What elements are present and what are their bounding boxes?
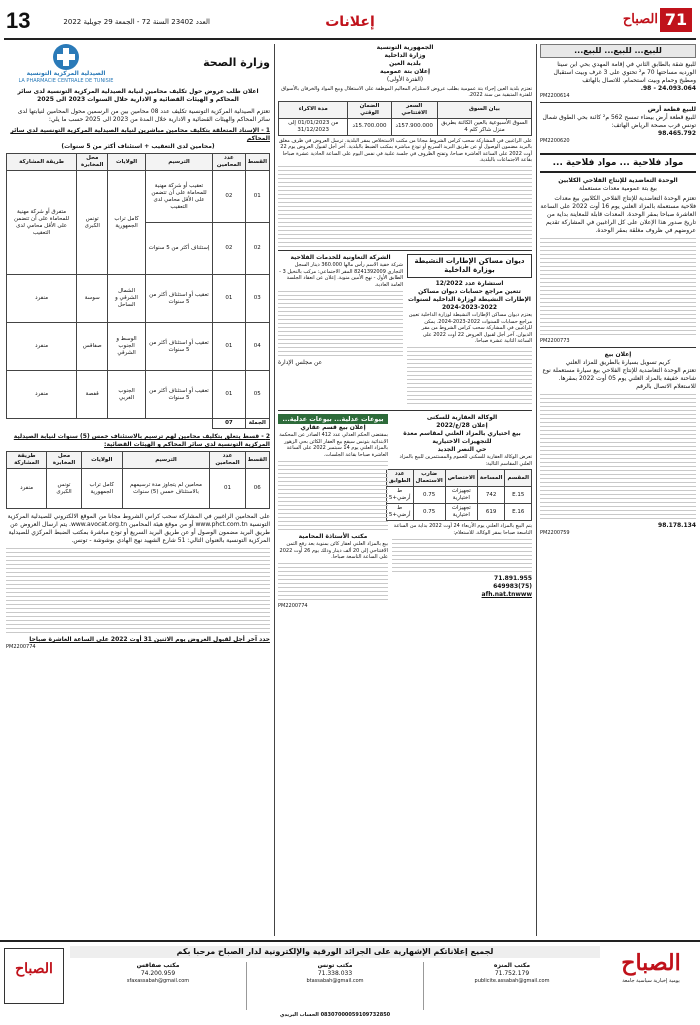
mun-td: 157.900.000د: [391, 118, 437, 135]
left-column: [6, 44, 270, 936]
pct-section-2: 2 - قسط يتعلق بتكليف محامين لهم ترسيم بالاستئناف خمس (5) سنوات لنيابة الصيدلية المركزية التونسية لدى سائر المحاكم و الهيئات القضائية:: [13, 433, 270, 449]
sale-banner: للبيع... للبيع... للبيع...: [540, 44, 696, 58]
masthead-rule: [4, 38, 696, 40]
pct-th: محل المخابرة: [77, 154, 108, 171]
agency-site-link[interactable]: afh.nat.tnwww: [481, 591, 532, 599]
office-sfax-email[interactable]: sfaxassabah@gmail.com: [126, 978, 190, 984]
ad-car-title: إعلان بيع: [604, 351, 632, 359]
agency-td: 0.75: [413, 504, 445, 521]
mun-header-1: الجمهورية التونسية: [376, 44, 434, 51]
agency-sub: بيع اختياري بالمزاد العلني لمقاسم معدة للتجهيزات الاختيارية: [403, 430, 521, 446]
pct-td: تعقيب أو استئناف أكثر من 5 سنوات: [145, 275, 212, 323]
mun-body: على الراغبين في المشاركة سحب كراس الشروط مجانا من مكتب الاستخلاص بمقر البلدية. ترسل العروض في ظرف مغلق بالبريد مضمون الوصول أو عن طريق البريد السريع أو تودع مباشرة بمكتب الضبط بالبلدية. آخر أجل لقبول العروض يوم 22 أوت 2022 على الساعة العاشرة صباحا، وتفتح الظروف في جلسة علنية في نفس اليوم على الساعة الحادية عشرة صباحا بقاعة الاجتماعات بالبلدية.: [278, 137, 532, 164]
pct-name-ar: الصيدلية المركزية التونسية: [26, 70, 106, 77]
legal-code: PM2200774: [278, 603, 308, 610]
pct-call-title: اعلان طلب عروض حول تكليف محامين لنيابة الصيدلية المركزية التونسية لدى سائر المحاكم و الهيئات القضائية و الادارية خلال السنوات 2023 الى 2025: [17, 88, 259, 104]
office-menzah-email[interactable]: publicite.assabah@gmail.com: [474, 978, 550, 984]
pct-th: محل المخابرة: [47, 452, 82, 469]
pct-td: متفرق أو شركة مهنية للمحاماة على أن تتضمن على الأقل محامي لدى التعقيب: [7, 171, 77, 275]
divider-right: [536, 44, 537, 936]
pct-table-2: [6, 451, 270, 509]
pct-td: 01: [213, 323, 245, 371]
agency-td: 619: [477, 504, 505, 521]
mun-intro: تعتزم بلدية العين إجراء بتة عمومية بطلب عروض لاستلزام المعاليم الموظفة على الاستغلال وبيع المواد والخرفان بالأسواق للفترة المتبقية من سنة 2022.: [281, 86, 532, 99]
pct-td: 06: [245, 469, 269, 509]
masthead: [0, 0, 700, 40]
ad-car-text: تعتزم الوحدة التعاضدية للإنتاج الفلاحي بيع سيارة مستعملة نوع شاحنة خفيفة بالمزاد العلني يوم 05 أوت 2022 بمقرها. للاستعلام الاتصال بالرقم: [542, 367, 696, 391]
pct-th: الولايات: [81, 452, 122, 469]
legal-body-1: بمقتضى الحكم العدلي عدد 412 الصادر عن المحكمة الابتدائية بتونس سيقع بيع العقار الكائن بحي الزهور بالمزاد العلني يوم 14 سبتمبر 2022 على الساعة العاشرة صباحا بقاعة الجلسات.: [279, 432, 388, 458]
footer-headline: لجميع إعلاناتكم الإشهارية على الجرائد الورقية والإلكترونية لدار الصباح مرحبا بكم: [70, 946, 600, 958]
pct-td: الوسط و الجنوب الشرقي: [108, 323, 145, 371]
ministry-title: وزارة الصحة: [203, 56, 270, 69]
pct-deadline: حدد آخر أجل لقبول العروض يوم الاثنين 31 أوت 2022 على الساعة العاشرة صباحا: [29, 636, 270, 644]
office-menzah: [423, 962, 600, 1010]
office-body: يعتزم ديوان مساكن الإطارات النشيطة لوزارة الداخلية تعيين مراجع حسابات للسنوات 2022-2023-2024. يمكن للراغبين في المشاركة سحب كراس الشروط من مقر الديوان. آخر أجل لقبول العروض 22 أوت 2022 على الساعة الثانية عشرة صباحا.: [408, 312, 532, 345]
agency-th: المساحة: [477, 470, 505, 487]
legal-title-2: مكتب الأستاذة المحامية: [298, 533, 368, 541]
pct-intro: تعتزم الصيدلية المركزية التونسية تكليف عدد 08 محامين بين من الرسمين محول المحامين لنيابتها لدى سائر المحاكم والهيئات القضائية و الادارية خلال المدة من 2023 الى 2025 حسب ما يلي:: [17, 108, 270, 124]
pct-td: منفرد: [7, 371, 77, 419]
right-column: [540, 44, 696, 936]
agency-place: حي النصر الجديد: [437, 446, 487, 454]
pct-td: تونس الكبرى: [47, 469, 82, 509]
office-tunis: [246, 962, 423, 1010]
mun-td: من 01/01/2023 إلى 31/12/2023: [279, 118, 348, 135]
office-sfax: [70, 962, 246, 1010]
agency-th: عدد الطوابق: [386, 470, 413, 487]
footer-logo-left-text: الصباح: [15, 961, 53, 977]
agency-td: تجهيزات اختيارية: [445, 504, 477, 521]
pct-th: الولايات: [108, 154, 145, 171]
pct-td: كامل تراب الجمهورية: [108, 171, 145, 275]
coop-title: الشركة التعاونية للخدمات الفلاحية: [290, 254, 391, 262]
pct-th: الترسيم: [122, 452, 210, 469]
pct-section-1-sub: (محامين لدى التعقيب + استئناف أكثر من 5 سنوات): [61, 143, 215, 151]
agency-td: E.16: [505, 504, 532, 521]
coop-body: شركة خفية الاسم رأس مالها 360.000 دينار السجل التجاري 8241392009 المقر الاجتماعي: مركب بالنخيل 3 - الطابق الأول - نهج الأمين منوبة. إعلان عن انعقاد الجلسة العامة العادية.: [279, 262, 403, 288]
pct-th: القسط: [245, 452, 269, 469]
agency-body: تعرض الوكالة العقارية للسكنى للعموم والمستثمرين للبيع بالمزاد العلني المقاسم التالية:: [399, 454, 532, 467]
ad-unit-code: PM2200773: [540, 337, 570, 344]
ad-unit-sub: بيع بتة عمومية معدات مستعملة: [579, 184, 657, 192]
ad-apartment-text: للبيع شقة بالطابق الثاني في إقامة المهدي بحي ابن سينا الورديه مساحتها 70 م² تحتوي على 3 غرف وبيت استقبال ومطبخ وحمام وبيت استحمام. للاتصال بالهاتف: [553, 61, 696, 84]
office-notice: [407, 254, 532, 407]
divider-left: [274, 44, 275, 936]
pct-name-fr: LA PHARMACIE CENTRALE DE TUNISIE: [18, 78, 114, 84]
pct-th: الترسيم: [145, 154, 212, 171]
mun-table: [278, 101, 532, 136]
pct-td: منفرد: [7, 469, 47, 509]
pct-body: على المحامين الراغبين في المشاركة سحب كراس الشروط مجانا من الموقع الالكتروني للصيدلية المركزية التونسية www.phct.com.tn أو من موقع هيئة المحامين www.avocat.org.tn. يتم ارسال العروض عن طريق البريد مضمون الوصول أو عن طريق البريد السريع أو تودع مباشرة بمكتب الضبط المركزي للصيدلية المركزية التونسية بالعنوان التالي: 51 شارع الشهيد نهج الهادي بوشوشة - تونس.: [7, 513, 270, 545]
ad-unit-text: تعتزم الوحدة التعاضدية للإنتاج الفلاحي الكلابين بيع معدات فلاحية مستعملة بالمزاد العلني يوم 16 أوت 2022 على الساعة العاشرة صباحا بمقر الوحدة. المعدات قابلة للمعاينة بداية من تاريخ صدور هذا الإعلان على كل الراغبين في المشاركة تقديم عروضهم في ظروف مغلقة بمقر الوحدة.: [540, 194, 696, 234]
mun-th: السعر الافتتاحي: [391, 101, 437, 118]
pct-td: 02: [213, 223, 245, 275]
page-number: 13: [6, 8, 31, 33]
office-tunis-title: مكتب تونس: [317, 962, 353, 969]
footer-logo-right: [606, 948, 696, 1004]
footer-logo-right-text: الصباح: [621, 950, 681, 976]
pct-td: قفصة: [77, 371, 108, 419]
logo-text: الصباح: [622, 12, 658, 27]
mun-th: الضمان الوقتي: [348, 101, 391, 118]
pct-td: 05: [245, 371, 269, 419]
office-menzah-phone: 71.752.179: [494, 970, 530, 977]
issue-line: العدد 23402 السنة 72 - الجمعة 29 جويلية 2022: [63, 18, 210, 26]
agency-footer: يتم البيع بالمزاد العلني يوم الأربعاء 24 أوت 2022 بداية من الساعة التاسعة صباحا بمقر الوكالة. للاستعلام:: [393, 523, 532, 536]
pct-td: منفرد: [7, 275, 77, 323]
agency-td: 0.75: [413, 487, 445, 504]
pct-total: 07: [213, 419, 245, 429]
legal-title-1: إعلان بيع قسم عقاري: [300, 424, 366, 432]
agency-td: ط أرضي+5: [386, 504, 413, 521]
pct-table-1: [6, 153, 270, 429]
footer-logo-left: [4, 948, 64, 1004]
agency-notice: [388, 414, 532, 609]
office-title: ديوان مساكن الإطارات النشيطة بوزارة الداخلية: [407, 254, 532, 278]
pct-td: تونس الكبرى: [77, 171, 108, 275]
pct-td: الشمال الشرقي و الساحل: [108, 275, 145, 323]
pct-td: سوسة: [77, 275, 108, 323]
legal-body-2: بيع بالمزاد العلني لعقار كائن بمنوبة بعد رفع الثمن الافتتاحي إلى 20 ألف دينار وذلك يوم 26 أوت 2022 على الساعة التاسعة صباحا.: [279, 541, 388, 560]
pct-code: PM2200774: [6, 644, 36, 651]
legal-sales: [278, 414, 388, 609]
agency-td: ط أرضي+5: [386, 487, 413, 504]
agency-title: الوكالة العقارية للسكنى: [426, 414, 498, 422]
agency-th: الاختصاص: [445, 470, 477, 487]
footer-bank: 08307000059109732850 الحساب البريدي: [279, 1012, 391, 1018]
pct-section-1: 1 - الإسناد المتعلقة بتكليف محامين مباشرين لنيابة الصيدلية المركزية التونسية لدى سائر المحاكم: [10, 127, 270, 143]
pct-td: الجنوب الغربي: [108, 371, 145, 419]
office-call: استشارة عدد 12/2022: [435, 280, 504, 288]
pct-td: 01: [210, 469, 245, 509]
agency-phone-1: 71.891.955: [494, 575, 532, 583]
agency-call: إعلان 28/ع/2022: [436, 422, 488, 430]
ad-car-sub: كريم تسويل بسيارة بالطريق للمزاد العلني: [565, 359, 671, 367]
office-tunis-email[interactable]: btassabah@gmail.com: [306, 978, 364, 984]
ad-apartment-code: PM2200614: [540, 93, 570, 99]
mun-th: مدة الاكراء: [279, 101, 348, 118]
ad-land-code: PM2200620: [540, 138, 570, 145]
pct-td: 03: [245, 275, 269, 323]
office-sfax-title: مكتب صفاقس: [136, 962, 180, 969]
middle-column: [278, 44, 532, 936]
office-tunis-phone: 71.338.033: [317, 970, 353, 977]
pct-th: القسط: [245, 154, 269, 171]
pct-td: 01: [213, 275, 245, 323]
agency-th: المقسم: [505, 470, 532, 487]
pct-td: تعقيب أو استئناف أكثر من 5 سنوات: [145, 371, 212, 419]
pct-td: صفاقس: [77, 323, 108, 371]
ad-land-text: للبيع قطعة أرض بيضاء تمسح 562 م² كائنة بحي الطوق شمال تونس قرب مصحة الرياض الهاتف:: [542, 114, 696, 130]
agri-banner: مواد فلاحية ... مواد فلاحية ...: [540, 153, 696, 173]
pct-td: 01: [245, 171, 269, 223]
pct-td: كامل تراب الجمهورية: [81, 469, 122, 509]
pct-td: إستئناف أكثر من 5 سنوات: [145, 223, 212, 275]
ad-unit-title: الوحدة التعاضدية للإنتاج الفلاحي الكلابين: [558, 176, 678, 184]
pct-logo: [6, 44, 126, 84]
mun-header-3: بلدية العين: [389, 60, 421, 67]
mun-td: 15.700.000د: [348, 118, 391, 135]
agency-th: ضارب الاستعمال: [413, 470, 445, 487]
agency-phone-2: (75)649983: [493, 583, 532, 591]
logo-number: 71: [660, 8, 692, 32]
pct-th: طريقة المشاركة: [7, 154, 77, 171]
mun-th: بيان السوق: [437, 101, 531, 118]
mun-td: السوق الأسبوعية بالعين الكائنة بطريق منزل شاكر كلم 4: [437, 118, 531, 135]
office-sub: تتعين مراجع حسابات ديوان مساكن الإطارات النشيطة لوزارة الداخلية لسنوات 2022-2023-2024: [408, 288, 531, 312]
ad-car-phone: 98.178.134: [658, 522, 696, 530]
ad-land-phone: 98.465.792: [658, 130, 696, 138]
footer-tagline: يومية إخبارية سياسية جامعة: [622, 978, 680, 984]
ad-land-title: للبيع قطعة أرض: [647, 106, 696, 114]
pct-th: عدد المحامين: [210, 452, 245, 469]
office-sfax-phone: 74.200.959: [140, 970, 176, 977]
pct-td: تعقيب أو استئناف أكثر من 5 سنوات: [145, 323, 212, 371]
pct-td: محامين لم يتجاوز مدة ترسيمهم بالاستئناف خمس (5) سنوات: [122, 469, 210, 509]
pct-total-label: الجملة: [245, 419, 269, 429]
coop-signature: عن مجلس الإدارة: [278, 359, 323, 367]
coop-notice: [278, 254, 403, 407]
office-menzah-title: مكتب المنزه: [493, 962, 531, 969]
masthead-logo: [600, 6, 696, 36]
agency-table: [386, 469, 532, 521]
ad-apartment-phone: 24.093.064 - 98.: [640, 85, 696, 92]
mun-header-4: إعلان بتة عمومية: [379, 68, 431, 75]
pct-logo-mark: [53, 44, 79, 70]
agency-td: 742: [477, 487, 505, 504]
pct-th: عدد المحامين: [213, 154, 245, 171]
footer: [0, 940, 700, 1025]
pct-td: 04: [245, 323, 269, 371]
agency-td: تجهيزات اختيارية: [445, 487, 477, 504]
pct-td: تعقيب أو شركة مهنية للمحاماة على أن تتضمن على الأقل محامي لدى التعقيب: [145, 171, 212, 223]
pct-th: طريقة المشاركة: [7, 452, 47, 469]
ad-car-code: PM2200759: [540, 530, 570, 537]
section-title: إعلانات: [325, 14, 375, 30]
legal-banner: بيوعات عدلية... بيوعات عدلية...: [278, 414, 388, 424]
pct-td: منفرد: [7, 323, 77, 371]
pct-td: 01: [213, 371, 245, 419]
mun-header-2: وزارة الداخلية: [384, 52, 426, 59]
agency-td: E.15: [505, 487, 532, 504]
mun-header-5: (الفترة الأولى): [386, 76, 424, 83]
pct-td: 02: [245, 223, 269, 275]
pct-td: 02: [213, 171, 245, 223]
